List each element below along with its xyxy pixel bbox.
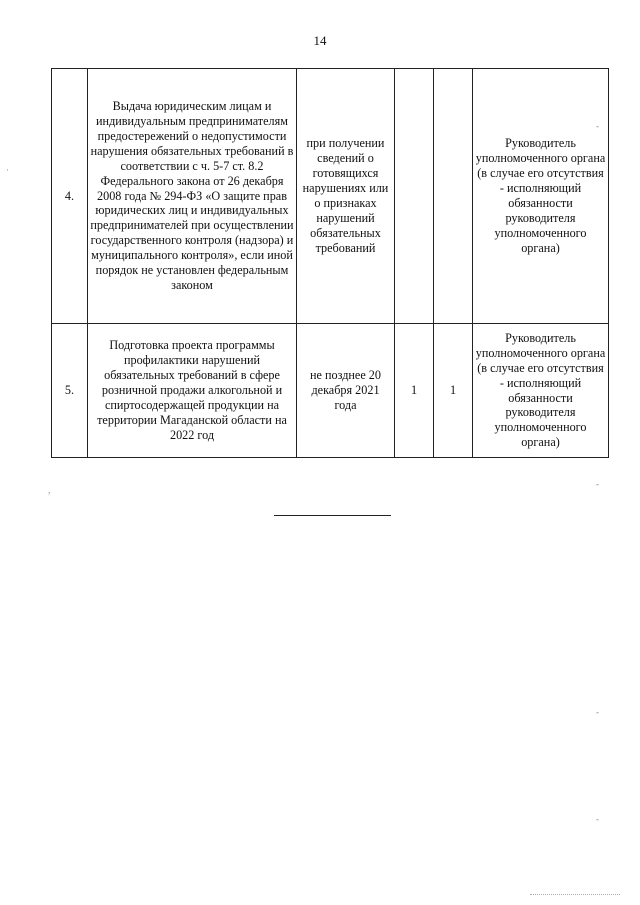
separator-line — [274, 515, 391, 516]
count-cell — [434, 69, 473, 324]
scan-mark: - — [596, 707, 599, 717]
scan-dots — [530, 894, 620, 895]
row-number-cell: 5. — [52, 324, 88, 458]
count-cell: 1 — [434, 324, 473, 458]
scan-mark: - — [596, 121, 599, 131]
scan-mark: - — [596, 479, 599, 489]
table-row — [52, 324, 609, 458]
row-number-cell: 4. — [52, 69, 88, 324]
scan-mark: - — [596, 814, 599, 824]
activity-cell: Подготовка проекта программы профилактики нарушений обязательных требований в сфере розничной продажи алкогольной и спиртосодержащей продукции на территории Магаданской области на 2022 год — [88, 324, 297, 458]
count-cell: 1 — [395, 324, 434, 458]
scan-mark: , — [48, 485, 51, 495]
plan-table — [51, 68, 609, 458]
deadline-cell: не позднее 20 декабря 2021 года — [297, 324, 395, 458]
scan-mark: · — [6, 165, 9, 175]
activity-cell: Выдача юридическим лицам и индивидуальным предпринимателям предостережений о недопустимости нарушения обязательных требований в соответствии с ч. 5-7 ст. 8.2 Федерального закона от 26 декабря 2008 года № 294-ФЗ «О защите прав юридических лиц и индивидуальных предпринимателей при осуществлении государственного контроля (надзора) и муниципального контроля», если иной порядок не установлен федеральным законом — [88, 69, 297, 324]
count-cell — [395, 69, 434, 324]
deadline-cell: при получении сведений о готовящихся нарушениях или о признаках нарушений обязательных требований — [297, 69, 395, 324]
responsible-cell: Руководитель уполномоченного органа (в случае его отсутствия - исполняющий обязанности руководителя уполномоченного органа) — [473, 324, 609, 458]
responsible-cell: Руководитель уполномоченного органа (в случае его отсутствия - исполняющий обязанности руководителя уполномоченного органа) — [473, 69, 609, 324]
page-number: 14 — [313, 33, 327, 48]
table-row — [52, 69, 609, 324]
